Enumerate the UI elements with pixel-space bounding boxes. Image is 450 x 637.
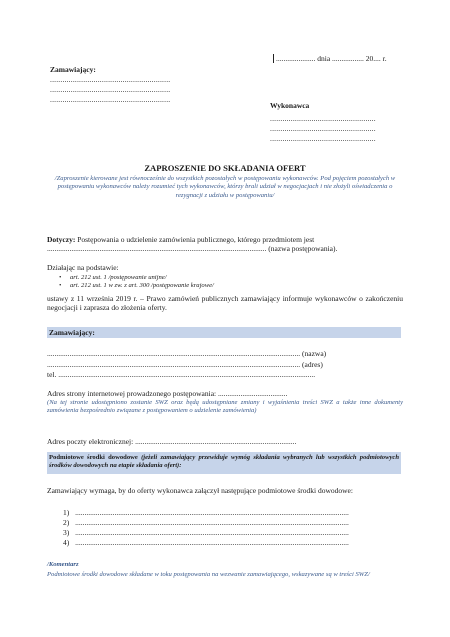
regarding-line [47,235,314,244]
comment-text: Podmiotowe środki dowodowe składane w toku postępowania na wezwanie zamawiającego, wskazywane są w treści SWZ/ [47,571,370,578]
date-line[interactable]: ..................... dnia ................. 20.... r. [273,54,387,63]
ordering-name-field[interactable]: ....................................................................................................................................... (nazwa) [47,349,327,358]
ordering-phone-field[interactable]: tel. ......................................................................................................................................... [47,370,316,379]
evidence-item-line[interactable]: .................................................................................................................................................. [75,518,349,527]
evidence-item[interactable] [63,528,349,537]
legal-basis-item: • art. 212 ust. 1 w zw. z art. 300 /postępowanie krajowe/ [56,282,214,290]
ordering-section-header: Zamawiający: [49,328,95,337]
ordering-party-label: Zamawiający: [50,65,96,74]
evidence-item[interactable] [63,538,349,547]
contractor-line-1[interactable]: ................................................... [270,114,376,123]
contractor-label: Wykonawca [270,101,310,110]
evidence-item-number: 1) [63,508,70,517]
ordering-section-header-bar [47,327,401,338]
evidence-intro: Zamawiający wymaga, by do oferty wykonawca załączył następujące podmiotowe środki dowodowe: [47,486,353,495]
website-note: (Na tej stronie udostępniono zostanie SWZ oraz będą udostępniane zmiany i wyjaśnienia treści SWZ a także inne dokumenty zamówienia bezpośrednio związane z postępowaniem o udzielenie zamówienia) [47,399,403,415]
regarding-name-line[interactable]: ..................................................................................................................... (nazwa postępowania). [47,244,338,253]
evidence-item-number: 4) [63,538,70,547]
regarding-text: Postępowania o udzielenie zamówienia publicznego, którego przedmiotem jest [75,235,315,244]
ordering-party-line-1[interactable]: .......................................................... [50,75,171,84]
contractor-line-2[interactable]: ................................................... [270,124,376,133]
ordering-party-line-3[interactable]: .......................................................... [50,95,171,104]
evidence-item-line[interactable]: .................................................................................................................................................. [75,538,349,547]
comment-label: /Komentarz [47,561,79,568]
evidence-item-line[interactable]: .................................................................................................................................................. [75,528,349,537]
website-field[interactable]: Adres strony internetowej prowadzonego postępowania: ..................................... [47,389,288,398]
document-title: ZAPROSZENIE DO SKŁADANIA OFERT [144,163,306,173]
legal-basis-item: • art. 212 ust. 1 /postępowanie unijne/ [56,274,214,282]
legal-basis-list [56,274,214,291]
ordering-party-line-2[interactable]: .......................................................... [50,85,171,94]
evidence-item-number: 2) [63,518,70,527]
regarding-label: Dotyczy: [47,235,76,244]
email-field[interactable]: Adres poczty elektronicznej: ...................................................................................... [47,437,297,446]
evidence-item-number: 3) [63,528,70,537]
evidence-header-rest: (jeżeli zamawiający przewiduje wymóg składania wybranych lub wszystkich podmiotowych środków dowodowych na etapie składania ofert): [49,454,399,470]
ordering-address-field[interactable]: ....................................................................................................................................... (adres) [47,360,323,369]
intro-note: /Zaproszenie kierowane jest równocześnie do wszystkich pozostałych w postępowaniu wykonawców. Pod pojęciem pozostałych w postępowaniu wykonawców należy rozumieć tych wykonawców, którzy brali udział w negocjacjach i nie złożyli oświadczenia o rezygnacji z udziału w postępowaniu/ [54,175,396,199]
evidence-item[interactable] [63,508,349,517]
contractor-line-3[interactable]: ................................................... [270,134,376,143]
evidence-item[interactable] [63,518,349,527]
evidence-section-header [49,454,399,471]
evidence-item-line[interactable]: .................................................................................................................................................. [75,508,349,517]
legal-basis-label: Działając na podstawie: [47,263,119,272]
legal-basis-statement: ustawy z 11 września 2019 r. – Prawo zamówień publicznych zamawiający informuje wykonawców o zakończeniu negocjacji i zaprasza do złożenia oferty. [47,294,403,312]
evidence-header-bold: Podmiotowe środki dowodowe [49,454,138,461]
